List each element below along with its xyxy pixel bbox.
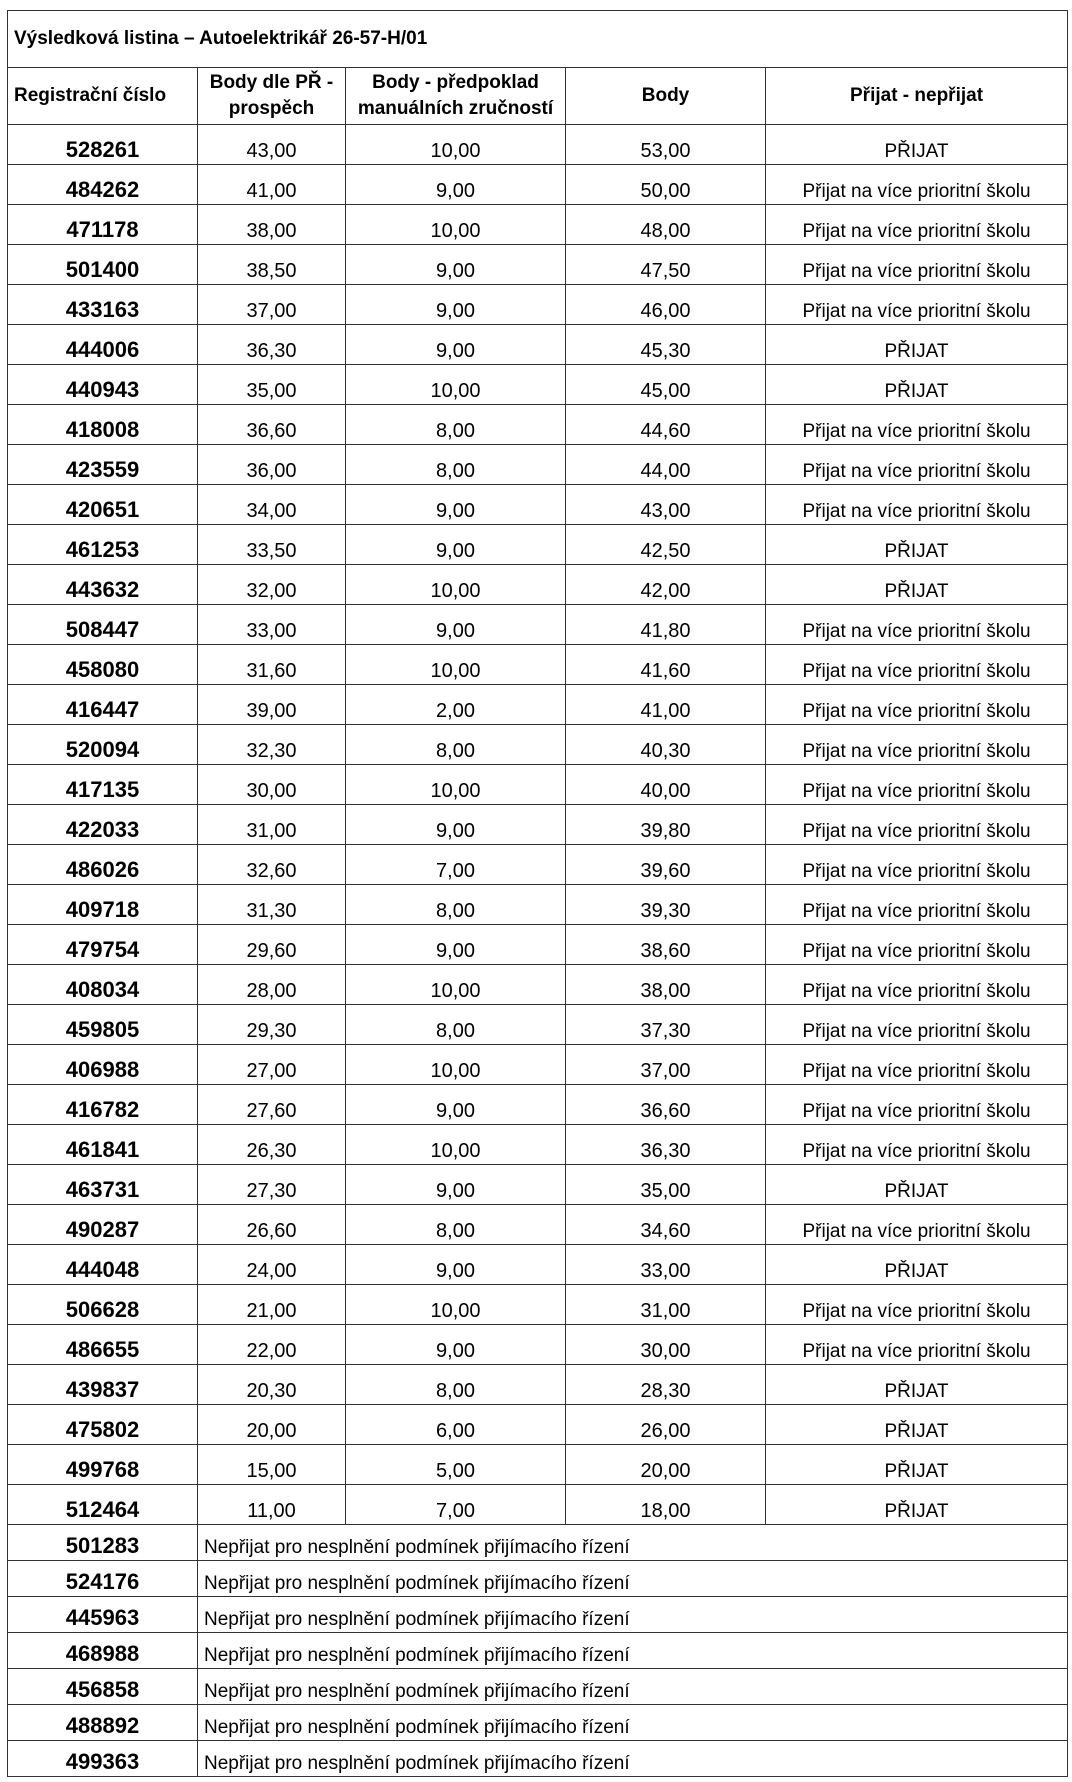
points-manual-skills-cell: 2,00 — [346, 685, 566, 725]
points-total-cell: 45,30 — [566, 325, 766, 365]
points-total-cell: 38,60 — [566, 925, 766, 965]
registration-number-cell: 433163 — [8, 285, 198, 325]
admission-status-cell: Přijat na více prioritní školu — [766, 1325, 1068, 1365]
points-manual-skills-cell: 6,00 — [346, 1405, 566, 1445]
points-manual-skills-cell: 9,00 — [346, 1245, 566, 1285]
rejected-row — [8, 1633, 1068, 1669]
points-grades-cell: 20,00 — [198, 1405, 346, 1445]
table-row — [8, 1365, 1068, 1405]
table-row — [8, 725, 1068, 765]
points-manual-skills-cell: 9,00 — [346, 325, 566, 365]
points-grades-cell: 32,00 — [198, 565, 346, 605]
table-row — [8, 285, 1068, 325]
points-grades-cell: 32,60 — [198, 845, 346, 885]
column-header-points-total: Body — [566, 68, 766, 125]
points-grades-cell: 31,30 — [198, 885, 346, 925]
points-grades-cell: 28,00 — [198, 965, 346, 1005]
admission-status-cell: Přijat na více prioritní školu — [766, 645, 1068, 685]
points-total-cell: 42,00 — [566, 565, 766, 605]
rejected-row — [8, 1597, 1068, 1633]
rejected-row — [8, 1561, 1068, 1597]
table-row — [8, 1445, 1068, 1485]
admission-status-cell: Přijat na více prioritní školu — [766, 725, 1068, 765]
points-total-cell: 28,30 — [566, 1365, 766, 1405]
points-grades-cell: 41,00 — [198, 165, 346, 205]
points-total-cell: 30,00 — [566, 1325, 766, 1365]
points-manual-skills-cell: 9,00 — [346, 285, 566, 325]
registration-number-cell: 463731 — [8, 1165, 198, 1205]
registration-number-cell: 417135 — [8, 765, 198, 805]
points-total-cell: 37,00 — [566, 1045, 766, 1085]
points-grades-cell: 11,00 — [198, 1485, 346, 1525]
registration-number-cell: 420651 — [8, 485, 198, 525]
points-grades-cell: 21,00 — [198, 1285, 346, 1325]
admission-status-cell: Přijat na více prioritní školu — [766, 285, 1068, 325]
points-total-cell: 47,50 — [566, 245, 766, 285]
registration-number-cell: 406988 — [8, 1045, 198, 1085]
points-grades-cell: 38,50 — [198, 245, 346, 285]
points-total-cell: 38,00 — [566, 965, 766, 1005]
registration-number-cell: 471178 — [8, 205, 198, 245]
admission-status-cell: PŘIJAT — [766, 1485, 1068, 1525]
admission-status-cell: Přijat na více prioritní školu — [766, 165, 1068, 205]
points-total-cell: 39,60 — [566, 845, 766, 885]
admission-status-cell: Přijat na více prioritní školu — [766, 1125, 1068, 1165]
points-total-cell: 26,00 — [566, 1405, 766, 1445]
table-row — [8, 125, 1068, 165]
table-row — [8, 1285, 1068, 1325]
registration-number-cell: 528261 — [8, 125, 198, 165]
points-manual-skills-cell: 8,00 — [346, 1365, 566, 1405]
points-grades-cell: 38,00 — [198, 205, 346, 245]
table-row — [8, 885, 1068, 925]
registration-number-cell: 501283 — [8, 1525, 198, 1561]
table-row — [8, 965, 1068, 1005]
points-manual-skills-cell: 9,00 — [346, 525, 566, 565]
points-manual-skills-cell: 9,00 — [346, 805, 566, 845]
registration-number-cell: 461253 — [8, 525, 198, 565]
table-row — [8, 405, 1068, 445]
points-total-cell: 44,00 — [566, 445, 766, 485]
table-row — [8, 1005, 1068, 1045]
admission-status-cell: Přijat na více prioritní školu — [766, 845, 1068, 885]
points-manual-skills-cell: 9,00 — [346, 925, 566, 965]
registration-number-cell: 418008 — [8, 405, 198, 445]
table-row — [8, 925, 1068, 965]
points-manual-skills-cell: 10,00 — [346, 565, 566, 605]
registration-number-cell: 416447 — [8, 685, 198, 725]
registration-number-cell: 444048 — [8, 1245, 198, 1285]
admission-status-cell: Přijat na více prioritní školu — [766, 605, 1068, 645]
table-row — [8, 645, 1068, 685]
points-grades-cell: 20,30 — [198, 1365, 346, 1405]
points-grades-cell: 27,00 — [198, 1045, 346, 1085]
points-grades-cell: 29,60 — [198, 925, 346, 965]
admission-status-cell: Přijat na více prioritní školu — [766, 485, 1068, 525]
points-manual-skills-cell: 9,00 — [346, 605, 566, 645]
table-row — [8, 245, 1068, 285]
registration-number-cell: 475802 — [8, 1405, 198, 1445]
registration-number-cell: 456858 — [8, 1669, 198, 1705]
admission-status-cell: PŘIJAT — [766, 565, 1068, 605]
points-manual-skills-cell: 10,00 — [346, 1285, 566, 1325]
admission-status-cell: PŘIJAT — [766, 1365, 1068, 1405]
admission-status-cell: Přijat na více prioritní školu — [766, 205, 1068, 245]
table-row — [8, 1405, 1068, 1445]
points-total-cell: 46,00 — [566, 285, 766, 325]
points-total-cell: 39,30 — [566, 885, 766, 925]
points-manual-skills-cell: 10,00 — [346, 765, 566, 805]
points-grades-cell: 26,30 — [198, 1125, 346, 1165]
points-manual-skills-cell: 9,00 — [346, 165, 566, 205]
admission-status-cell: PŘIJAT — [766, 1445, 1068, 1485]
points-grades-cell: 36,60 — [198, 405, 346, 445]
registration-number-cell: 439837 — [8, 1365, 198, 1405]
points-grades-cell: 26,60 — [198, 1205, 346, 1245]
table-row — [8, 205, 1068, 245]
points-total-cell: 45,00 — [566, 365, 766, 405]
rejected-row — [8, 1525, 1068, 1561]
table-row — [8, 1485, 1068, 1525]
registration-number-cell: 409718 — [8, 885, 198, 925]
rejection-note-cell: Nepřijat pro nesplnění podmínek přijímacího řízení — [198, 1525, 1068, 1561]
points-total-cell: 36,30 — [566, 1125, 766, 1165]
points-manual-skills-cell: 8,00 — [346, 885, 566, 925]
table-row — [8, 1325, 1068, 1365]
registration-number-cell: 440943 — [8, 365, 198, 405]
points-total-cell: 20,00 — [566, 1445, 766, 1485]
points-total-cell: 39,80 — [566, 805, 766, 845]
table-row — [8, 325, 1068, 365]
registration-number-cell: 512464 — [8, 1485, 198, 1525]
registration-number-cell: 445963 — [8, 1597, 198, 1633]
table-row — [8, 765, 1068, 805]
registration-number-cell: 479754 — [8, 925, 198, 965]
rejection-note-cell: Nepřijat pro nesplnění podmínek přijímacího řízení — [198, 1741, 1068, 1777]
registration-number-cell: 501400 — [8, 245, 198, 285]
admission-status-cell: PŘIJAT — [766, 1405, 1068, 1445]
points-manual-skills-cell: 9,00 — [346, 1165, 566, 1205]
points-total-cell: 44,60 — [566, 405, 766, 445]
admission-status-cell: Přijat na více prioritní školu — [766, 1005, 1068, 1045]
points-manual-skills-cell: 9,00 — [346, 485, 566, 525]
points-grades-cell: 22,00 — [198, 1325, 346, 1365]
rejection-note-cell: Nepřijat pro nesplnění podmínek přijímacího řízení — [198, 1669, 1068, 1705]
points-manual-skills-cell: 10,00 — [346, 1125, 566, 1165]
points-total-cell: 33,00 — [566, 1245, 766, 1285]
registration-number-cell: 423559 — [8, 445, 198, 485]
registration-number-cell: 468988 — [8, 1633, 198, 1669]
registration-number-cell: 508447 — [8, 605, 198, 645]
points-total-cell: 31,00 — [566, 1285, 766, 1325]
registration-number-cell: 524176 — [8, 1561, 198, 1597]
points-total-cell: 41,80 — [566, 605, 766, 645]
points-grades-cell: 33,00 — [198, 605, 346, 645]
registration-number-cell: 461841 — [8, 1125, 198, 1165]
title-row — [8, 11, 1068, 68]
points-total-cell: 18,00 — [566, 1485, 766, 1525]
registration-number-cell: 499363 — [8, 1741, 198, 1777]
points-grades-cell: 32,30 — [198, 725, 346, 765]
results-table-body — [8, 11, 1068, 1777]
points-grades-cell: 35,00 — [198, 365, 346, 405]
rejected-row — [8, 1669, 1068, 1705]
registration-number-cell: 488892 — [8, 1705, 198, 1741]
points-grades-cell: 31,60 — [198, 645, 346, 685]
admission-status-cell: Přijat na více prioritní školu — [766, 1085, 1068, 1125]
points-manual-skills-cell: 9,00 — [346, 245, 566, 285]
results-document — [7, 10, 1067, 1777]
admission-status-cell: Přijat na více prioritní školu — [766, 445, 1068, 485]
rejected-row — [8, 1741, 1068, 1777]
registration-number-cell: 520094 — [8, 725, 198, 765]
points-manual-skills-cell: 8,00 — [346, 1205, 566, 1245]
admission-status-cell: PŘIJAT — [766, 325, 1068, 365]
table-row — [8, 1165, 1068, 1205]
points-total-cell: 53,00 — [566, 125, 766, 165]
points-manual-skills-cell: 9,00 — [346, 1325, 566, 1365]
admission-status-cell: Přijat na více prioritní školu — [766, 765, 1068, 805]
table-row — [8, 605, 1068, 645]
registration-number-cell: 486026 — [8, 845, 198, 885]
table-row — [8, 485, 1068, 525]
admission-status-cell: Přijat na více prioritní školu — [766, 965, 1068, 1005]
rejection-note-cell: Nepřijat pro nesplnění podmínek přijímacího řízení — [198, 1597, 1068, 1633]
points-total-cell: 42,50 — [566, 525, 766, 565]
points-total-cell: 50,00 — [566, 165, 766, 205]
page-title: Výsledková listina – Autoelektrikář 26-57-H/01 — [8, 11, 1068, 68]
points-grades-cell: 36,30 — [198, 325, 346, 365]
table-row — [8, 565, 1068, 605]
points-manual-skills-cell: 10,00 — [346, 205, 566, 245]
table-row — [8, 365, 1068, 405]
points-total-cell: 34,60 — [566, 1205, 766, 1245]
admission-status-cell: Přijat na více prioritní školu — [766, 405, 1068, 445]
table-row — [8, 1085, 1068, 1125]
rejected-row — [8, 1705, 1068, 1741]
points-total-cell: 35,00 — [566, 1165, 766, 1205]
points-grades-cell: 29,30 — [198, 1005, 346, 1045]
points-total-cell: 41,00 — [566, 685, 766, 725]
admission-status-cell: PŘIJAT — [766, 1245, 1068, 1285]
registration-number-cell: 443632 — [8, 565, 198, 605]
table-row — [8, 1045, 1068, 1085]
table-row — [8, 1205, 1068, 1245]
registration-number-cell: 490287 — [8, 1205, 198, 1245]
table-row — [8, 685, 1068, 725]
points-grades-cell: 43,00 — [198, 125, 346, 165]
points-manual-skills-cell: 9,00 — [346, 1085, 566, 1125]
admission-status-cell: PŘIJAT — [766, 365, 1068, 405]
points-total-cell: 41,60 — [566, 645, 766, 685]
points-grades-cell: 37,00 — [198, 285, 346, 325]
registration-number-cell: 459805 — [8, 1005, 198, 1045]
column-header-points-manual-skills: Body - předpoklad manuálních zručností — [346, 68, 566, 125]
admission-status-cell: PŘIJAT — [766, 525, 1068, 565]
rejection-note-cell: Nepřijat pro nesplnění podmínek přijímacího řízení — [198, 1561, 1068, 1597]
table-row — [8, 445, 1068, 485]
points-grades-cell: 39,00 — [198, 685, 346, 725]
points-total-cell: 36,60 — [566, 1085, 766, 1125]
column-header-points-grades: Body dle PŘ - prospěch — [198, 68, 346, 125]
rejection-note-cell: Nepřijat pro nesplnění podmínek přijímacího řízení — [198, 1633, 1068, 1669]
points-manual-skills-cell: 10,00 — [346, 645, 566, 685]
admission-status-cell: Přijat na více prioritní školu — [766, 925, 1068, 965]
admission-status-cell: Přijat na více prioritní školu — [766, 885, 1068, 925]
table-row — [8, 525, 1068, 565]
table-row — [8, 1125, 1068, 1165]
admission-status-cell: Přijat na více prioritní školu — [766, 1285, 1068, 1325]
points-grades-cell: 27,30 — [198, 1165, 346, 1205]
points-manual-skills-cell: 10,00 — [346, 965, 566, 1005]
table-row — [8, 845, 1068, 885]
admission-status-cell: Přijat na více prioritní školu — [766, 1205, 1068, 1245]
points-grades-cell: 31,00 — [198, 805, 346, 845]
points-total-cell: 40,30 — [566, 725, 766, 765]
points-grades-cell: 24,00 — [198, 1245, 346, 1285]
points-total-cell: 40,00 — [566, 765, 766, 805]
header-row — [8, 68, 1068, 125]
table-row — [8, 1245, 1068, 1285]
column-header-admission-status: Přijat - nepřijat — [766, 68, 1068, 125]
registration-number-cell: 408034 — [8, 965, 198, 1005]
points-total-cell: 43,00 — [566, 485, 766, 525]
points-manual-skills-cell: 8,00 — [346, 445, 566, 485]
points-grades-cell: 27,60 — [198, 1085, 346, 1125]
admission-status-cell: PŘIJAT — [766, 1165, 1068, 1205]
registration-number-cell: 499768 — [8, 1445, 198, 1485]
registration-number-cell: 422033 — [8, 805, 198, 845]
points-manual-skills-cell: 10,00 — [346, 1045, 566, 1085]
admission-status-cell: Přijat na více prioritní školu — [766, 805, 1068, 845]
registration-number-cell: 506628 — [8, 1285, 198, 1325]
admission-status-cell: Přijat na více prioritní školu — [766, 1045, 1068, 1085]
points-grades-cell: 36,00 — [198, 445, 346, 485]
admission-status-cell: PŘIJAT — [766, 125, 1068, 165]
points-total-cell: 48,00 — [566, 205, 766, 245]
points-grades-cell: 34,00 — [198, 485, 346, 525]
admission-status-cell: Přijat na více prioritní školu — [766, 685, 1068, 725]
points-manual-skills-cell: 7,00 — [346, 1485, 566, 1525]
points-manual-skills-cell: 10,00 — [346, 125, 566, 165]
table-row — [8, 165, 1068, 205]
points-manual-skills-cell: 5,00 — [346, 1445, 566, 1485]
points-grades-cell: 30,00 — [198, 765, 346, 805]
registration-number-cell: 486655 — [8, 1325, 198, 1365]
points-manual-skills-cell: 10,00 — [346, 365, 566, 405]
admission-status-cell: Přijat na více prioritní školu — [766, 245, 1068, 285]
points-grades-cell: 15,00 — [198, 1445, 346, 1485]
points-manual-skills-cell: 8,00 — [346, 405, 566, 445]
points-manual-skills-cell: 7,00 — [346, 845, 566, 885]
points-grades-cell: 33,50 — [198, 525, 346, 565]
points-manual-skills-cell: 8,00 — [346, 725, 566, 765]
column-header-registration-number: Registrační číslo — [8, 68, 198, 125]
registration-number-cell: 416782 — [8, 1085, 198, 1125]
registration-number-cell: 444006 — [8, 325, 198, 365]
rejection-note-cell: Nepřijat pro nesplnění podmínek přijímacího řízení — [198, 1705, 1068, 1741]
registration-number-cell: 484262 — [8, 165, 198, 205]
results-table — [7, 10, 1068, 1777]
points-manual-skills-cell: 8,00 — [346, 1005, 566, 1045]
points-total-cell: 37,30 — [566, 1005, 766, 1045]
registration-number-cell: 458080 — [8, 645, 198, 685]
table-row — [8, 805, 1068, 845]
